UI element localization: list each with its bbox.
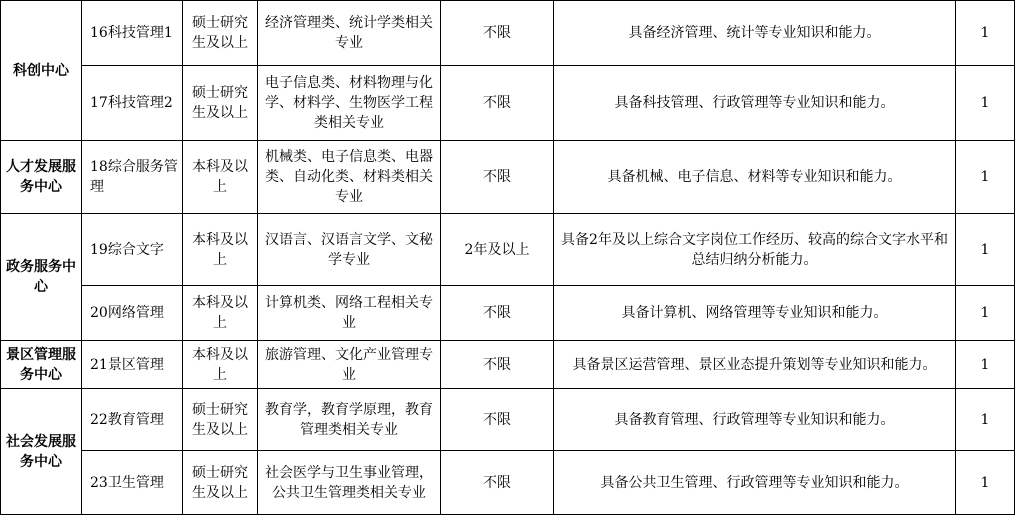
education-cell: 本科及以上: [183, 214, 258, 286]
requirement-cell: 具备教育管理、行政管理等专业知识和能力。: [554, 389, 956, 451]
education-cell: 硕士研究生及以上: [183, 389, 258, 451]
education-cell: 本科及以上: [183, 286, 258, 341]
requirement-cell: 具备景区运营管理、景区业态提升策划等专业知识和能力。: [554, 341, 956, 389]
experience-cell: 不限: [441, 141, 554, 214]
count-cell: 1: [956, 286, 1015, 341]
education-cell: 本科及以上: [183, 341, 258, 389]
requirement-cell: 具备科技管理、行政管理等专业知识和能力。: [554, 66, 956, 141]
major-cell: 社会医学与卫生事业管理，公共卫生管理类相关专业: [258, 451, 441, 515]
requirement-cell: 具备经济管理、统计等专业知识和能力。: [554, 1, 956, 66]
count-cell: 1: [956, 141, 1015, 214]
table-row: [1, 66, 1015, 141]
experience-cell: 不限: [441, 66, 554, 141]
experience-cell: 不限: [441, 286, 554, 341]
education-cell: 硕士研究生及以上: [183, 1, 258, 66]
major-cell: 汉语言、汉语言文学、文秘学专业: [258, 214, 441, 286]
position-cell: 17科技管理2: [82, 66, 183, 141]
unit-cell: 科创中心: [1, 1, 82, 141]
major-cell: 经济管理类、统计学类相关专业: [258, 1, 441, 66]
education-cell: 硕士研究生及以上: [183, 66, 258, 141]
table-row: [1, 451, 1015, 515]
table-row: [1, 1, 1015, 66]
count-cell: 1: [956, 1, 1015, 66]
requirement-cell: 具备计算机、网络管理等专业知识和能力。: [554, 286, 956, 341]
count-cell: 1: [956, 341, 1015, 389]
table-row: [1, 389, 1015, 451]
major-cell: 电子信息类、材料物理与化学、材料学、生物医学工程类相关专业: [258, 66, 441, 141]
position-cell: 20网络管理: [82, 286, 183, 341]
table-row: [1, 214, 1015, 286]
requirement-cell: 具备机械、电子信息、材料等专业知识和能力。: [554, 141, 956, 214]
position-cell: 21景区管理: [82, 341, 183, 389]
position-cell: 16科技管理1: [82, 1, 183, 66]
education-cell: 本科及以上: [183, 141, 258, 214]
experience-cell: 不限: [441, 1, 554, 66]
count-cell: 1: [956, 451, 1015, 515]
experience-cell: 不限: [441, 389, 554, 451]
requirement-cell: 具备2年及以上综合文字岗位工作经历、较高的综合文字水平和总结归纳分析能力。: [554, 214, 956, 286]
unit-cell: 社会发展服务中心: [1, 389, 82, 515]
count-cell: 1: [956, 66, 1015, 141]
major-cell: 计算机类、网络工程相关专业: [258, 286, 441, 341]
table-row: [1, 286, 1015, 341]
education-cell: 硕士研究生及以上: [183, 451, 258, 515]
count-cell: 1: [956, 389, 1015, 451]
table-row: [1, 341, 1015, 389]
unit-cell: 景区管理服务中心: [1, 341, 82, 389]
table-row: [1, 141, 1015, 214]
position-cell: 23卫生管理: [82, 451, 183, 515]
major-cell: 机械类、电子信息类、电器类、自动化类、材料类相关专业: [258, 141, 441, 214]
experience-cell: 不限: [441, 451, 554, 515]
unit-cell: 政务服务中心: [1, 214, 82, 341]
unit-cell: 人才发展服务中心: [1, 141, 82, 214]
major-cell: 旅游管理、文化产业管理专业: [258, 341, 441, 389]
experience-cell: 不限: [441, 341, 554, 389]
position-cell: 19综合文字: [82, 214, 183, 286]
requirement-cell: 具备公共卫生管理、行政管理等专业知识和能力。: [554, 451, 956, 515]
major-cell: 教育学，教育学原理，教育管理类相关专业: [258, 389, 441, 451]
experience-cell: 2年及以上: [441, 214, 554, 286]
count-cell: 1: [956, 214, 1015, 286]
position-cell: 22教育管理: [82, 389, 183, 451]
position-cell: 18综合服务管理: [82, 141, 183, 214]
